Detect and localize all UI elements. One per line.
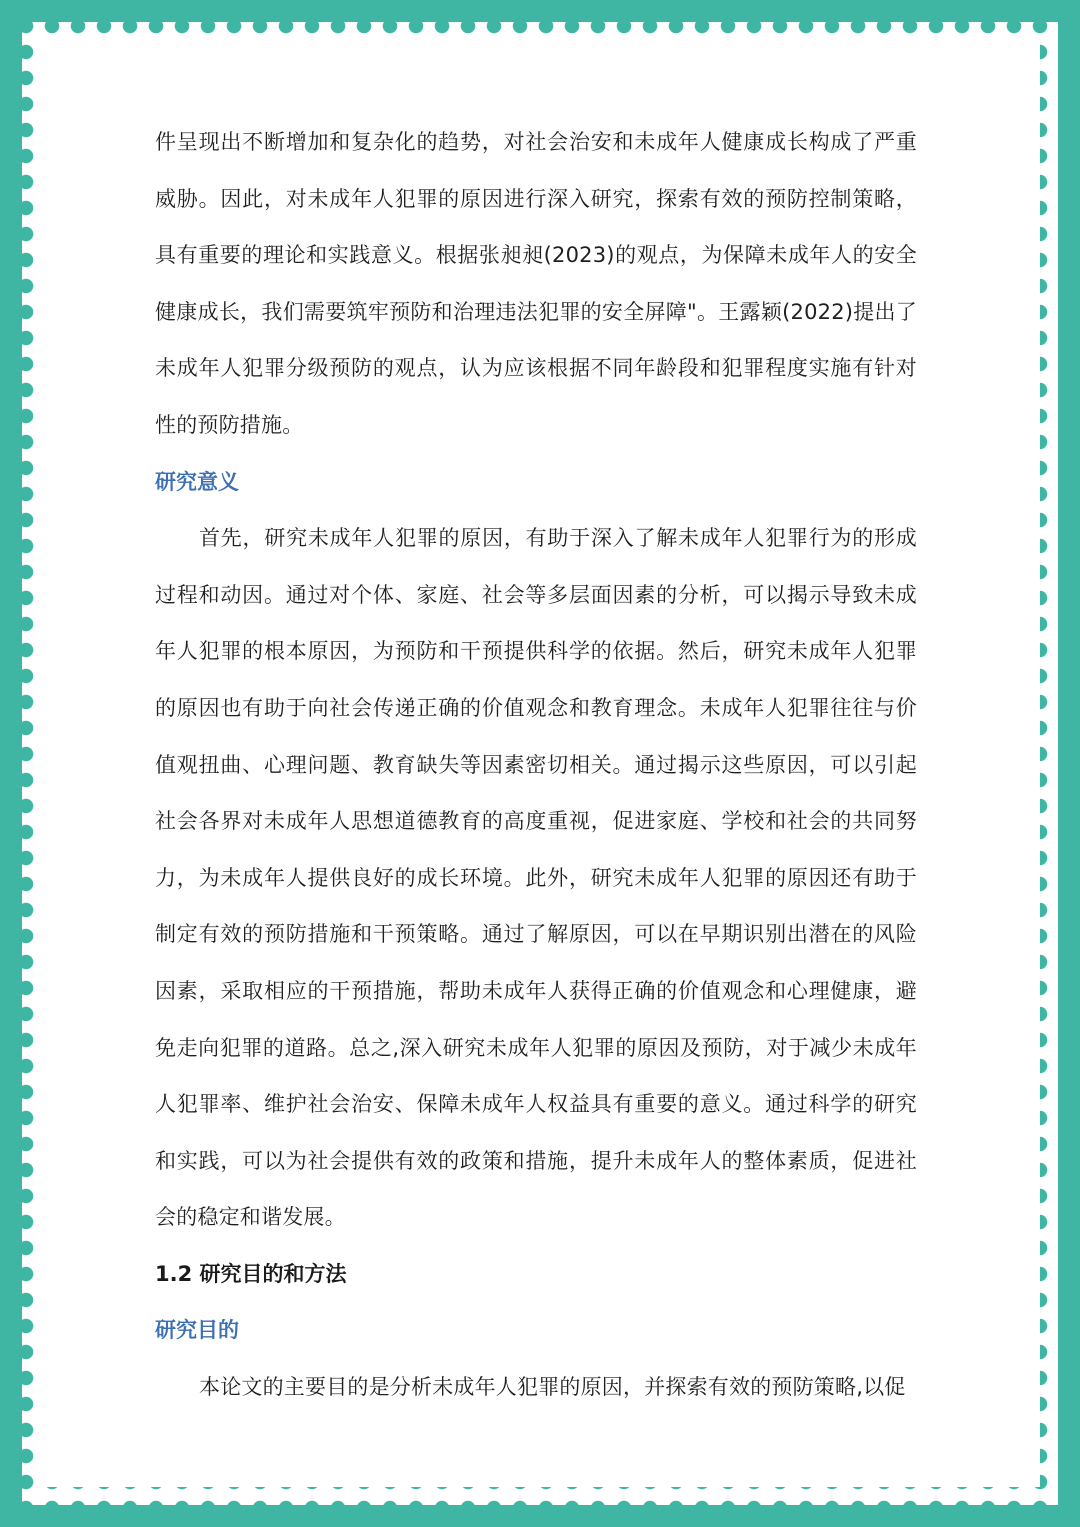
section-title-purpose-methods: 1.2 研究目的和方法	[155, 1261, 347, 1286]
heading-research-significance: 研究意义	[155, 469, 239, 494]
document-body	[155, 114, 917, 1416]
paragraph-purpose: 本论文的主要目的是分析未成年人犯罪的原因，并探索有效的预防策略,以促	[199, 1375, 906, 1400]
paragraph-significance: 首先，研究未成年人犯罪的原因，有助于深入了解未成年人犯罪行为的形成过程和动因。通过对个体、家庭、社会等多层面因素的分析，可以揭示导致未成年人犯罪的根本原因，为预防和干预提供科学的依据。然后，研究未成年人犯罪的原因也有助于向社会传递正确的价值观念和教育理念。未成年人犯罪往往与价值观扭曲、心理问题、教育缺失等因素密切相关。通过揭示这些原因，可以引起社会各界对未成年人思想道德教育的高度重视，促进家庭、学校和社会的共同努力，为未成年人提供良好的成长环境。此外，研究未成年人犯罪的原因还有助于制定有效的预防措施和干预策略。通过了解原因，可以在早期识别出潜在的风险因素，采取相应的干预措施，帮助未成年人获得正确的价值观念和心理健康，避免走向犯罪的道路。总之,深入研究未成年人犯罪的原因及预防，对于减少未成年人犯罪率、维护社会治安、保障未成年人权益具有重要的意义。通过科学的研究和实践，可以为社会提供有效的政策和措施，提升未成年人的整体素质，促进社会的稳定和谐发展。	[155, 526, 917, 1230]
heading-research-purpose: 研究目的	[155, 1318, 239, 1343]
paragraph-intro-continued: 件呈现出不断增加和复杂化的趋势，对社会治安和未成年人健康成长构成了严重威胁。因此，对未成年人犯罪的原因进行深入研究，探索有效的预防控制策略，具有重要的理论和实践意义。根据张昶昶(2023)的观点，为保障未成年人的安全健康成长，我们需要筑牢预防和治理违法犯罪的安全屏障"。王露颖(2022)提出了未成年人犯罪分级预防的观点，认为应该根据不同年龄段和犯罪程度实施有针对性的预防措施。	[155, 130, 917, 437]
